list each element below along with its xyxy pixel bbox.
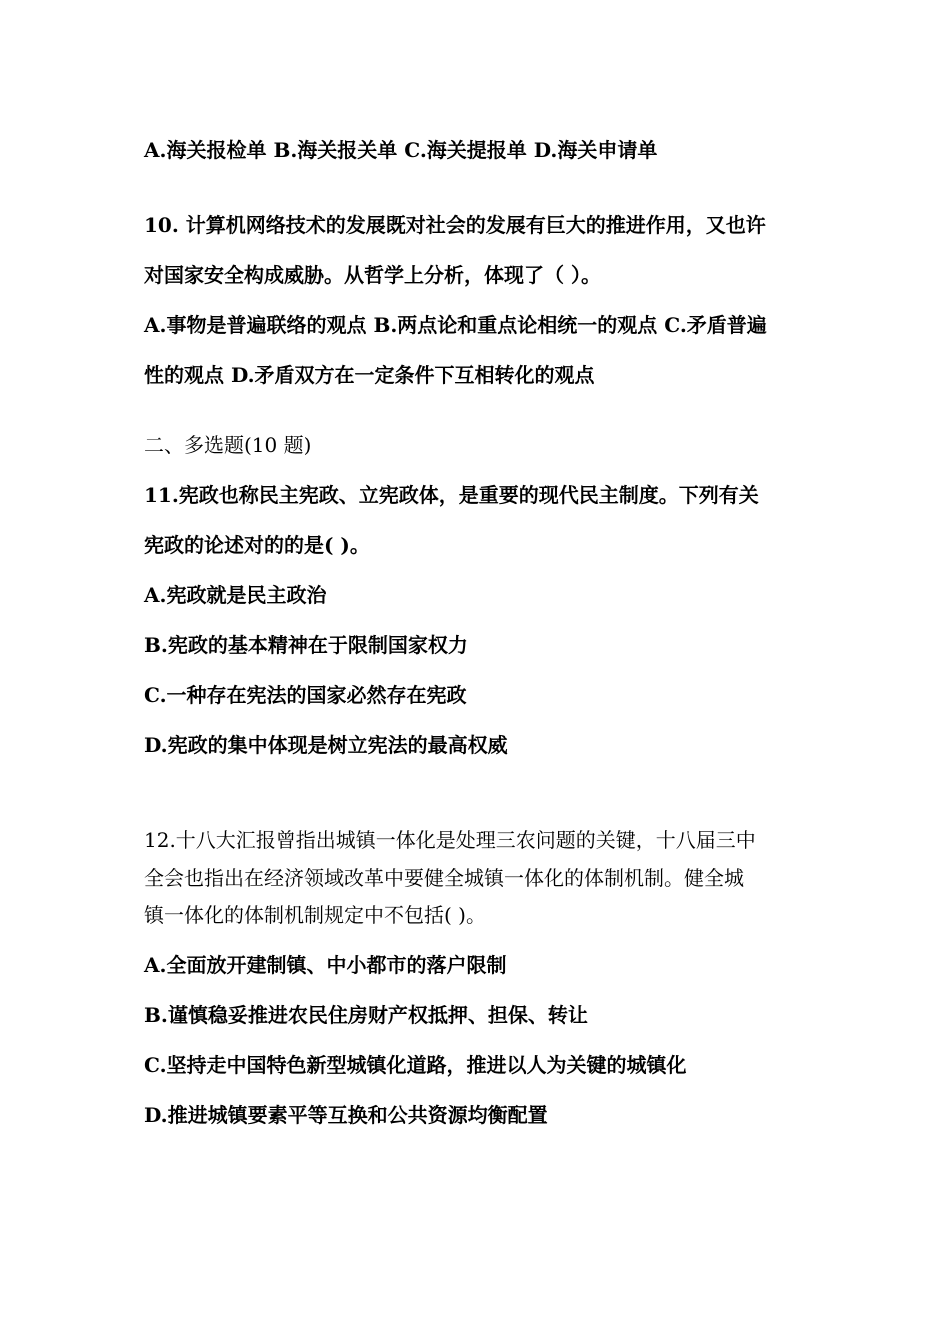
- q10-stem-line1: 10. 计算机网络技术的发展既对社会的发展有巨大的推进作用，又也许: [144, 213, 766, 237]
- q12-option-b: B.谨慎稳妥推进农民住房财产权抵押、担保、转让: [144, 1003, 588, 1027]
- q10-stem-line2: 对国家安全构成威胁。从哲学上分析，体现了（ ）。: [144, 263, 601, 287]
- section-heading-multiple-choice: 二、多选题(10 题): [144, 433, 312, 457]
- q11-option-d: D.宪政的集中体现是树立宪法的最高权威: [144, 733, 508, 757]
- q12-option-d: D.推进城镇要素平等互换和公共资源均衡配置: [144, 1103, 548, 1127]
- q11-stem-line1: 11.宪政也称民主宪政、立宪政体，是重要的现代民主制度。下列有关: [144, 483, 759, 507]
- q12-stem-line1: 12.十八大汇报曾指出城镇一体化是处理三农问题的关键，十八届三中: [144, 828, 756, 852]
- q12-option-c: C.坚持走中国特色新型城镇化道路，推进以人为关键的城镇化: [144, 1053, 687, 1077]
- q10-options-line2: 性的观点 D.矛盾双方在一定条件下互相转化的观点: [144, 363, 595, 387]
- q12-option-a: A.全面放开建制镇、中小都市的落户限制: [144, 953, 507, 977]
- q11-stem-line2: 宪政的论述对的的是( )。: [144, 533, 370, 557]
- q11-option-c: C.一种存在宪法的国家必然存在宪政: [144, 683, 467, 707]
- q10-options-line1: A.事物是普遍联络的观点 B.两点论和重点论相统一的观点 C.矛盾普遍: [144, 313, 767, 337]
- q9-options: A.海关报检单 B.海关报关单 C.海关提报单 D.海关申请单: [144, 138, 658, 162]
- q12-stem-line3: 镇一体化的体制机制规定中不包括( )。: [144, 903, 486, 927]
- q11-option-b: B.宪政的基本精神在于限制国家权力: [144, 633, 468, 657]
- q11-option-a: A.宪政就是民主政治: [144, 583, 327, 607]
- q12-stem-line2: 全会也指出在经济领域改革中要健全城镇一体化的体制机制。健全城: [144, 866, 744, 890]
